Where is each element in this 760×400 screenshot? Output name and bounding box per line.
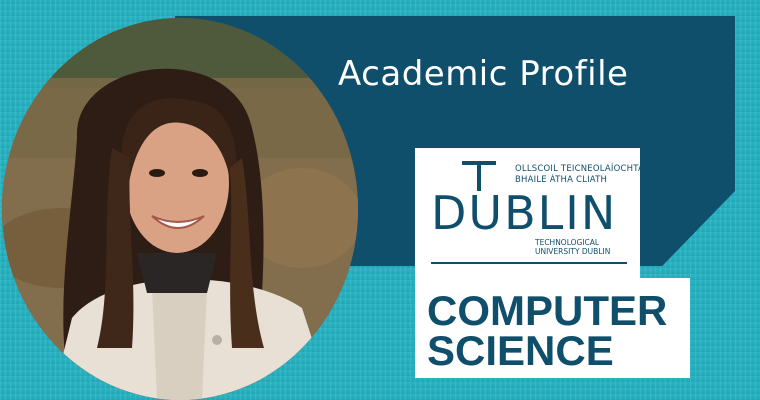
department-label [415,278,690,378]
tu-dublin-logo [415,148,644,278]
logo-english-line2: UNIVERSITY DUBLIN [535,247,611,256]
logo-irish-line2: BHAILE ÁTHA CLIATH [515,175,608,185]
logo-wordmark-text: DUBLIN [431,186,618,240]
logo-english-name [535,238,635,256]
logo-irish-line1: OLLSCOIL TEICNEOLAÍOCHTA [515,164,644,174]
page-title: Academic Profile [338,54,629,94]
profile-photo [2,18,358,400]
department-line2: SCIENCE [427,327,614,374]
logo-irish-name [515,164,644,186]
logo-divider [431,262,627,264]
logo-english-line1: TECHNOLOGICAL [535,238,600,247]
portrait-illustration [2,18,358,400]
logo-wordmark [431,188,636,238]
department-line1: COMPUTER [427,287,668,334]
